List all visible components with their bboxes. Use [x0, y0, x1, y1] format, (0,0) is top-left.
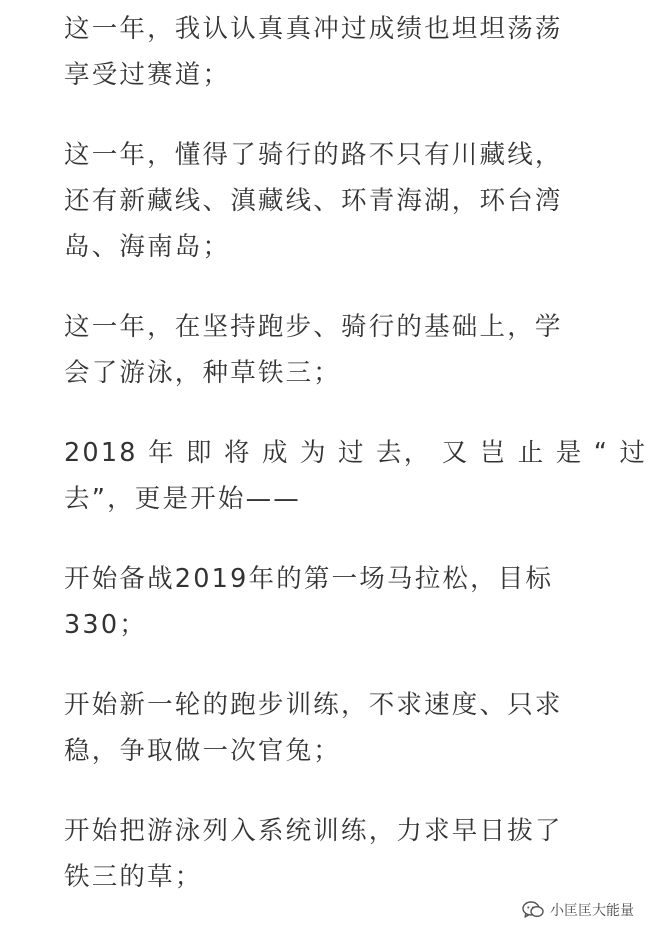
paragraph	[64, 304, 604, 396]
text-line: 开始新一轮的跑步训练，不求速度、只求	[64, 690, 563, 720]
watermark-text: 小匡匡大能量	[550, 903, 634, 919]
text-line: 享受过赛道；	[64, 60, 231, 90]
wechat-bubble-icon	[522, 901, 544, 919]
paragraph	[64, 808, 604, 900]
article-body	[64, 6, 648, 934]
text-line: 这一年，在坚持跑步、骑行的基础上，学	[64, 312, 563, 342]
text-line: 这一年，我认认真真冲过成绩也坦坦荡荡	[64, 14, 563, 44]
text-line: 去”，更是开始——	[64, 484, 302, 514]
text-line: 铁三的草；	[64, 862, 203, 892]
watermark	[522, 900, 634, 920]
text-line: 330；	[64, 610, 147, 640]
text-line: 这一年，懂得了骑行的路不只有川藏线，	[64, 140, 563, 170]
text-line: 会了游泳，种草铁三；	[64, 358, 342, 388]
text-line: 2018 年 即 将 成 为 过 去， 又 岂 止 是 “ 过	[64, 438, 648, 468]
paragraph	[64, 430, 648, 522]
paragraph	[64, 682, 604, 774]
text-line: 开始备战2019年的第一场马拉松，目标	[64, 564, 554, 594]
text-line: 开始把游泳列入系统训练，力求早日拔了	[64, 816, 563, 846]
paragraph	[64, 132, 604, 270]
paragraph	[64, 556, 604, 648]
text-line: 岛、海南岛；	[64, 232, 231, 262]
text-line: 稳，争取做一次官兔；	[64, 736, 342, 766]
text-line: 还有新藏线、滇藏线、环青海湖，环台湾	[64, 186, 563, 216]
paragraph	[64, 6, 604, 98]
